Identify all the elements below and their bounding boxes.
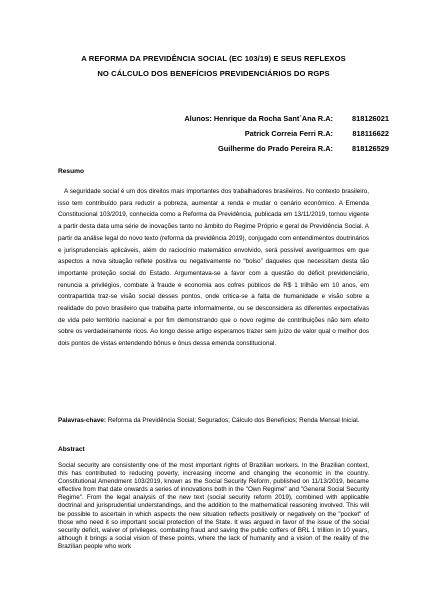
author-ra: 818116622 <box>352 129 389 138</box>
author-ra: 818126021 <box>352 114 389 123</box>
title-line-1: A REFORMA DA PREVIDÊNCIA SOCIAL (EC 103/19) E SEUS REFLEXOS <box>81 54 346 63</box>
author-name: Patrick Correia Ferri R.A: <box>244 129 333 138</box>
title-line-2: NO CÁLCULO DOS BENEFÍCIOS PREVIDENCIÁRIOS DO RGPS <box>97 69 330 78</box>
author-row <box>29 126 389 141</box>
keywords-text: Reforma da Previdência Social; Segurados; Cálculo dos Benefícios; Renda Mensal Inicial. <box>105 417 360 424</box>
author-row <box>29 111 389 126</box>
abstract-body: Social security are consistently one of the most important rights of Brazilian workers. In the Brazilian context, this has contributed to reducing poverty, increasing income and changing the economic in the country. Constitutional Amendment 103/2019, known as the Social Security Reform, published on 11/13/2019, became effective from that date onwards a series of innovations both in the "Own Regime" and "General Social Security Regime". From the legal analysis of the new text (social security reform 2019), combined with applicable doctrinal and jurisprudential understandings, and the addition to the mathematical reasoning involved. This will be possible to ascertain in which aspects the new situation reflects positively or negatively on the "pocket" of those who need it so important social protection of the State. It was argued in favor of the issue of the social security deficit, waiver of privileges, combating fraud and saving the public coffers of BRL 1 trillion in 10 years, although it brings a social vision of these points, where the lack of humanity and a vision of the reality of the Brazilian people who work <box>58 462 369 550</box>
author-row <box>29 141 389 156</box>
paper-title <box>20 51 407 81</box>
keywords-label: Palavras-chave: <box>58 417 106 424</box>
keywords <box>58 416 369 425</box>
author-ra: 818126529 <box>352 144 389 153</box>
resumo-body: A seguridade social é um dos direitos mais importantes dos trabalhadores brasileiros. No contexto brasileiro, isso tem contribuído para reduzir a pobreza, aumentar a renda e mudar o cenário econômico. A Emenda Constitucional 103/2019, conhecida como a Reforma da Previdência, publicada em 13/11/2019, tornou vigente a partir desta data uma série de inovações tanto no âmbito do Regime Próprio e geral de Previdência Social. A partir da análise legal do novo texto (reforma da previdência 2019), conjugado com entendimentos doutrinários e jurisprudenciais aplicáveis, além do raciocínio matemático envolvido, será possível averiguarmos em que aspectos a nova situação reflete positiva ou negativamente no “bolso” daqueles que necessitam desta tão importante proteção social do Estado. Argumentava-se a favor com a questão do déficit previdenciário, renuncia a privilégios, combate à fraude e economia aos cofres públicos de R$ 1 trilhão em 10 anos, em contrapartida traz-se visão social desses pontos, onde critica-se a falta de humanidade e visão sobre a realidade do povo brasileiro que trabalha parte informalmente, ou se desconsidera as diferentes expectativas de vida pelo território nacional e por fim demonstrando que o novo regime de contribuições não tem efeito sobre os verdadeiramente ricos. Ao longo desse artigo esperamos trazer sem juízo de valor qual o melhor dos dois pontos de vistas entendendo bônus e ônus dessa emenda constitucional. <box>58 188 369 348</box>
abstract-heading: Abstract <box>58 446 85 453</box>
author-list <box>29 111 389 156</box>
resumo-heading: Resumo <box>58 168 85 175</box>
author-name: Guilherme do Prado Pereira R.A: <box>218 144 333 153</box>
author-name: Alunos: Henrique da Rocha Sant´Ana R.A: <box>184 114 333 123</box>
